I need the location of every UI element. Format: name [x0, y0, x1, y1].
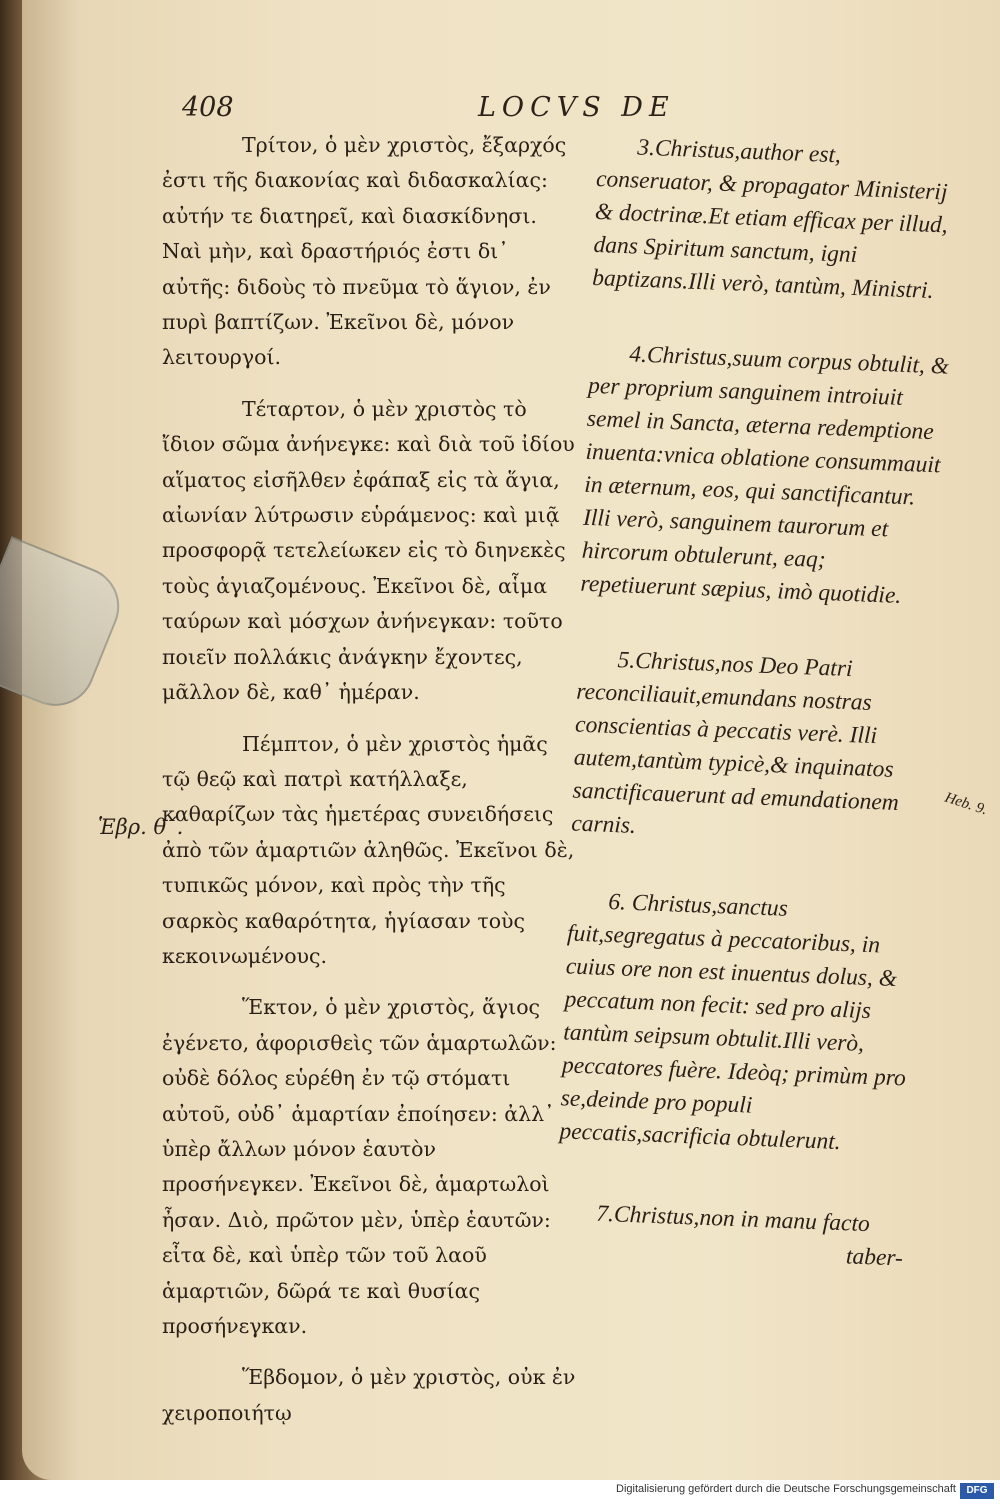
latin-column [555, 130, 960, 1276]
footer-bar [0, 1480, 1000, 1504]
margin-note-right: Heb. 9. [942, 789, 990, 819]
page-number: 408 [182, 92, 234, 123]
footer-credit: Digitalisierung gefördert durch die Deutsche Forschungsgemeinschaft [616, 1483, 956, 1495]
latin-paragraph: 7.Christus,non in manu facto [595, 1200, 871, 1238]
greek-paragraph: Τρίτον, ὁ μὲν χριστὸς, ἔξαρχός ἐστι τῆς διακονίας καὶ διδασκαλίας: αὐτήν τε διατηρεῖ, καὶ διασκίδνησι. Ναὶ μὴν, καὶ δραστήριός ἐστι δι᾽ αὐτῆς: διδοὺς τὸ πνεῦμα τὸ ἅγιον, ἐν πυρὶ βαπτίζων. Ἐκεῖνοι δὲ, μόνον λειτουργοί. [162, 133, 567, 370]
greek-paragraph: Ἕκτον, ὁ μὲν χριστὸς, ἅγιος ἐγένετο, ἀφορισθεὶς τῶν ἁμαρτωλῶν: οὐδὲ δόλος εὑρέθη ἐν τῷ στόματι αὐτοῦ, οὐδ᾽ ἁμαρτίαν ἐποίησεν: ἀλλ᾽ ὑπὲρ ἄλλων μόνον ἑαυτὸν προσήνεγκεν. Ἐκεῖνοι δὲ, ἁμαρτωλοὶ ἦσαν. Διὸ, πρῶτον μὲν, ὑπὲρ ἑαυτῶν: εἶτα δὲ, καὶ ὑπὲρ τῶν τοῦ λαοῦ ἁμαρτιῶν, δῶρά τε καὶ θυσίας προσήνεγκαν. [162, 995, 557, 1338]
latin-paragraph: 5.Christus,nos Deo Patri reconciliauit,emundans nostras conscientias à peccatis verè. Illi autem,tantùm typicè,& inquinatos sanctificauerunt ad emundationem carnis. [570, 647, 900, 839]
margin-note-left: Ἑβρ. θ΄. [98, 815, 184, 839]
greek-paragraph: Ἕβδομον, ὁ μὲν χριστὸς, οὐκ ἐν χειροποιήτῳ [162, 1365, 576, 1425]
latin-paragraph: 4.Christus,suum corpus obtulit, & per proprium sanguinem introiuit semel in Sancta, æterna redemptione inuenta:vnica oblatione consummauit in æternum, eos, qui sanctificantur. Illi verò, sanguinem taurorum et hircorum obtulerunt, eaq; repetiuerunt sæpius, imò quotidie. [580, 341, 950, 609]
latin-paragraph: 3.Christus,author est, conseruator, & propagator Ministerij & doctrinæ.Et etiam efficax per illud, dans Spiritum sanctum, igni baptizans.Illi verò, tantùm, Ministri. [591, 134, 949, 304]
greek-paragraph: Τέταρτον, ὁ μὲν χριστὸς τὸ ἴδιον σῶμα ἀνήνεγκε: καὶ διὰ τοῦ ἰδίου αἵματος εἰσῆλθεν ἐφάπαξ εἰς τὰ ἅγια, αἰωνίαν λύτρωσιν εὑράμενος: καὶ μιᾷ προσφορᾷ τετελείωκεν εἰς τὸ διηνεκὲς τοὺς ἁγιαζομένους. Ἐκεῖνοι δὲ, αἷμα ταύρων καὶ μόσχων ἀνήνεγκαν: τοῦτο ποιεῖν πολλάκις ἀνάγκην ἔχοντες, μᾶλλον δὲ, καθ᾽ ἡμέραν. [162, 396, 575, 705]
greek-column [162, 128, 582, 1431]
running-head [22, 92, 1000, 132]
latin-paragraph: 6. Christus,sanctus fuit,segregatus à peccatoribus, in cuius ore non est inuentus dolus, & peccatum non fecit: sed pro alijs tantùm seipsum obtulit.Illi verò, peccatores fuère. Ideòq; primùm pro se,deinde pro populi peccatis,sacrificia obtulerunt. [559, 888, 907, 1156]
catchword: taber- [845, 1243, 904, 1272]
running-title: LOCVS DE [478, 92, 675, 123]
greek-paragraph: Πέμπτον, ὁ μὲν χριστὸς ἡμᾶς τῷ θεῷ καὶ πατρὶ κατήλλαξε, καθαρίζων τὰς ἡμετέρας συνειδήσεις ἀπὸ τῶν ἁμαρτιῶν ἀληθῶς. Ἐκεῖνοι δὲ, τυπικῶς μόνον, καὶ πρὸς τὴν τῆς σαρκὸς καθαρότητα, ἡγίασαν τοὺς κεκοινωμένους. [162, 731, 575, 968]
dfg-logo: DFG [960, 1483, 994, 1499]
